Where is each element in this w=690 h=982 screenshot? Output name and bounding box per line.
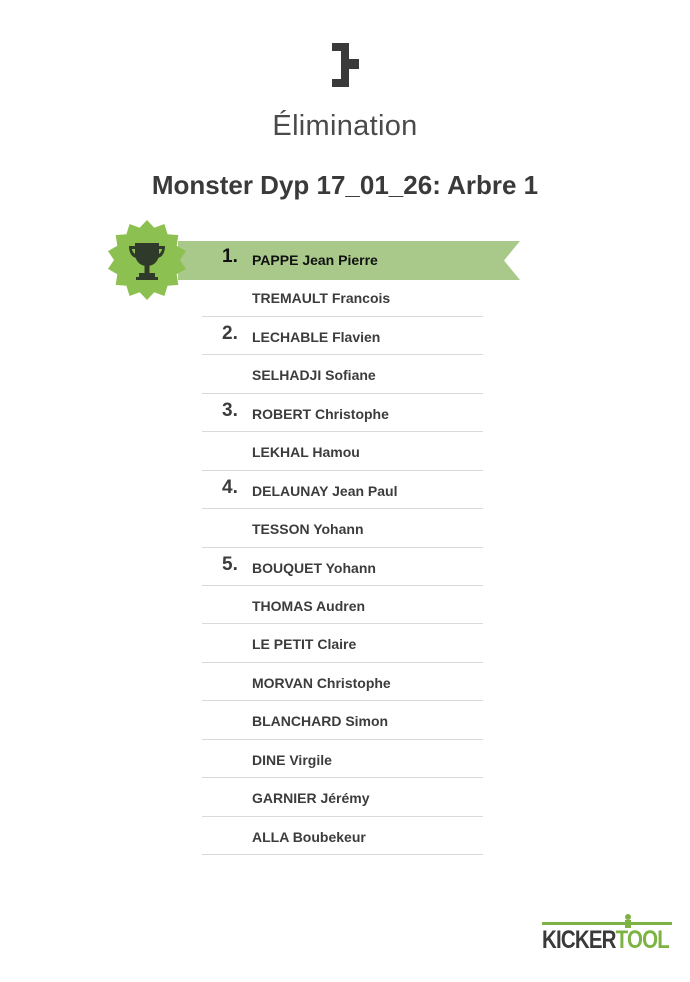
rank-number: 3. xyxy=(222,399,238,421)
player-name: GARNIER Jérémy xyxy=(252,790,370,807)
ranking-list xyxy=(202,240,483,855)
ranking-row xyxy=(202,471,483,509)
player-name: TREMAULT Francois xyxy=(252,290,391,307)
ranking-row xyxy=(202,624,483,662)
bracket-icon xyxy=(330,40,362,90)
player-name: BOUQUET Yohann xyxy=(252,559,376,576)
player-name: THOMAS Audren xyxy=(252,597,366,614)
ranking-row xyxy=(202,701,483,739)
logo-text-t: T xyxy=(615,926,628,954)
ranking-row xyxy=(202,548,483,586)
ranking-row xyxy=(202,317,483,355)
ranking-row xyxy=(202,663,483,701)
trophy-icon xyxy=(106,219,188,301)
player-name: MORVAN Christophe xyxy=(252,674,391,691)
logo-text-kicker: KICKER xyxy=(542,926,616,954)
ranking-row xyxy=(202,586,483,624)
ranking-row xyxy=(202,740,483,778)
kickertool-logo xyxy=(542,914,672,960)
logo-bar xyxy=(542,922,672,925)
player-name: ALLA Boubekeur xyxy=(252,828,366,845)
rank-number: 4. xyxy=(222,476,238,498)
rank-number: 1. xyxy=(222,246,238,267)
logo-text-ool: OOL xyxy=(627,926,669,954)
player-name: LECHABLE Flavien xyxy=(252,328,381,345)
ranking-row xyxy=(202,278,483,316)
player-name: TESSON Yohann xyxy=(252,521,364,538)
ranking-row xyxy=(202,509,483,547)
player-name: PAPPE Jean Pierre xyxy=(252,252,378,268)
ranking-row xyxy=(202,778,483,816)
page-title: Monster Dyp 17_01_26: Arbre 1 xyxy=(151,170,539,200)
player-name: LEKHAL Hamou xyxy=(252,444,360,461)
player-name: ROBERT Christophe xyxy=(252,405,389,422)
player-name: BLANCHARD Simon xyxy=(252,713,389,730)
ranking-row xyxy=(202,355,483,393)
logo-wordmark xyxy=(542,926,669,955)
ranking-row xyxy=(202,817,483,855)
rank-number: 2. xyxy=(222,322,238,344)
player-name: DINE Virgile xyxy=(252,751,332,768)
player-name: LE PETIT Claire xyxy=(252,636,357,653)
page-subtitle: Élimination xyxy=(272,110,418,142)
rank-number: 5. xyxy=(222,553,238,575)
player-name: SELHADJI Sofiane xyxy=(252,367,376,384)
winner-row xyxy=(202,240,483,278)
ranking-row xyxy=(202,432,483,470)
player-name: DELAUNAY Jean Paul xyxy=(252,482,398,499)
ranking-row xyxy=(202,394,483,432)
